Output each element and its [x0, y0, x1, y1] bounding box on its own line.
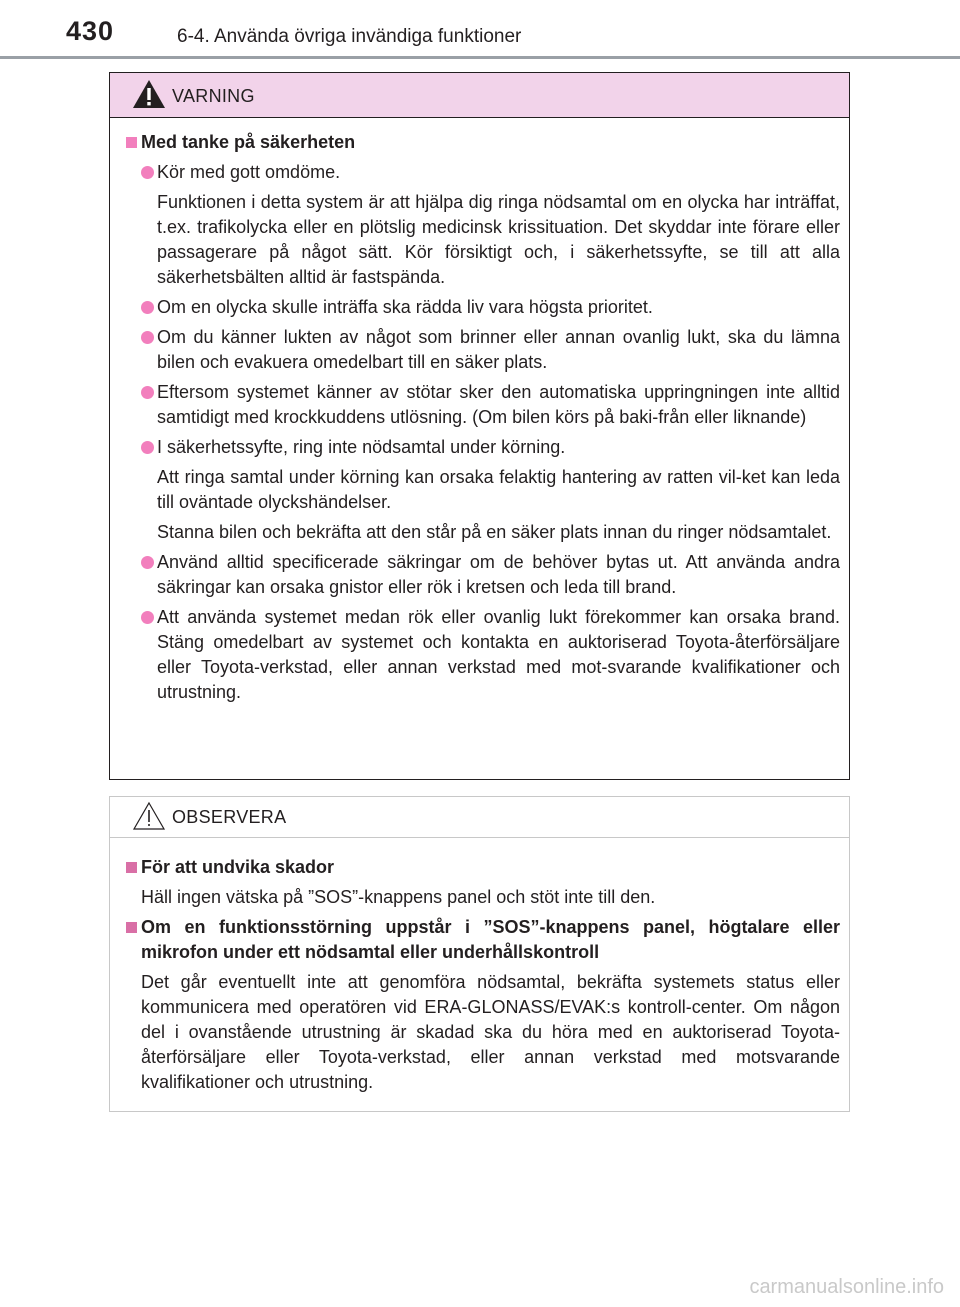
section-title: 6-4. Använda övriga invändiga funktioner [177, 26, 522, 47]
warning-paragraph: Funktionen i detta system är att hjälpa dig ringa nödsamtal om en olycka har inträffat, t.ex. trafikolycka eller en plötslig medicinsk krissituation. Det skyddar inte förare eller passagerare på något sätt. Kör försiktigt och, i säkerhetssyfte, se till att alla säkerhetsbälten alltid är fastspända. [157, 192, 840, 287]
round-bullet-icon [141, 301, 154, 314]
warning-bullet [126, 605, 840, 705]
warning-paragraph: Stanna bilen och bekräfta att den står på en säker plats innan du ringer nödsamtalet. [157, 522, 832, 542]
warning-bullet-text: Om du känner lukten av något som brinner eller annan ovanlig lukt, ska du lämna bilen och evakuera omedelbart till en säker plats. [157, 327, 840, 372]
warning-bullet [126, 550, 840, 600]
warning-bullet [126, 380, 840, 430]
notice-heading-text: Om en funktionsstörning uppstår i ”SOS”-knappens panel, högtalare eller mikrofon under ett nödsamtal eller underhållskontroll [141, 917, 840, 962]
round-bullet-icon [141, 611, 154, 624]
notice-heading [126, 915, 840, 965]
warning-bullet-text: I säkerhetssyfte, ring inte nödsamtal under körning. [157, 437, 566, 457]
notice-box [109, 796, 850, 1112]
warning-triangle-icon [132, 79, 166, 109]
watermark: carmanualsonline.info [749, 1276, 944, 1298]
round-bullet-icon [141, 386, 154, 399]
warning-header [110, 73, 849, 118]
warning-bullet-text: Eftersom systemet känner av stötar sker den automatiska uppringningen inte alltid samtidigt med krockkuddens utlösning. (Om bilen körs på baki-från eller liknande) [157, 382, 840, 427]
warning-bullet [126, 160, 840, 185]
warning-heading-text: Med tanke på säkerheten [141, 132, 356, 152]
warning-heading [126, 130, 840, 155]
page-number: 430 [66, 16, 115, 46]
caution-outline-triangle-icon [132, 801, 166, 831]
warning-paragraph: Att ringa samtal under körning kan orsaka felaktig hantering av ratten vil-ket kan leda till oväntade olyckshändelser. [157, 467, 840, 512]
notice-content [110, 838, 849, 1095]
square-bullet-icon [126, 922, 137, 933]
square-bullet-icon [126, 862, 137, 873]
notice-paragraph: Häll ingen vätska på ”SOS”-knappens panel och stöt inte till den. [141, 887, 656, 907]
round-bullet-icon [141, 331, 154, 344]
warning-bullet-text: Att använda systemet medan rök eller ovanlig lukt förekommer kan orsaka brand. Stäng omedelbart av systemet och kontakta en auktoriserad Toyota-återförsäljare eller Toyota-verkstad, eller annan verkstad med mot-svarande kvalifikationer och utrustning. [157, 607, 840, 702]
notice-label: OBSERVERA [172, 807, 287, 827]
round-bullet-icon [141, 166, 154, 179]
round-bullet-icon [141, 556, 154, 569]
header-rule [0, 56, 960, 59]
notice-heading-text: För att undvika skador [141, 857, 335, 877]
warning-bullet [126, 325, 840, 375]
warning-bullet [126, 295, 840, 320]
notice-paragraph: Det går eventuellt inte att genomföra nödsamtal, bekräfta systemets status eller kommunicera med operatören vid ERA-GLONASS/EVAK:s kontroll-center. Om någon del i ovanstående utrustning är skadad ska du höra med en auktoriserad Toyota-återförsäljare eller Toyota-verkstad, eller annan verkstad med motsvarande kvalifikationer och utrustning. [141, 972, 840, 1092]
round-bullet-icon [141, 441, 154, 454]
notice-header [110, 797, 849, 838]
notice-heading [126, 855, 840, 880]
warning-label: VARNING [172, 86, 255, 106]
warning-bullet-text: Använd alltid specificerade säkringar om de behöver bytas ut. Att använda andra säkringar kan orsaka gnistor eller rök i kretsen och leda till brand. [157, 552, 840, 597]
warning-box [109, 72, 850, 780]
warning-content [110, 118, 849, 705]
square-bullet-icon [126, 137, 137, 148]
warning-bullet-text: Kör med gott omdöme. [157, 162, 341, 182]
page-header [0, 0, 960, 62]
warning-bullet [126, 435, 840, 460]
warning-bullet-text: Om en olycka skulle inträffa ska rädda liv vara högsta prioritet. [157, 297, 653, 317]
